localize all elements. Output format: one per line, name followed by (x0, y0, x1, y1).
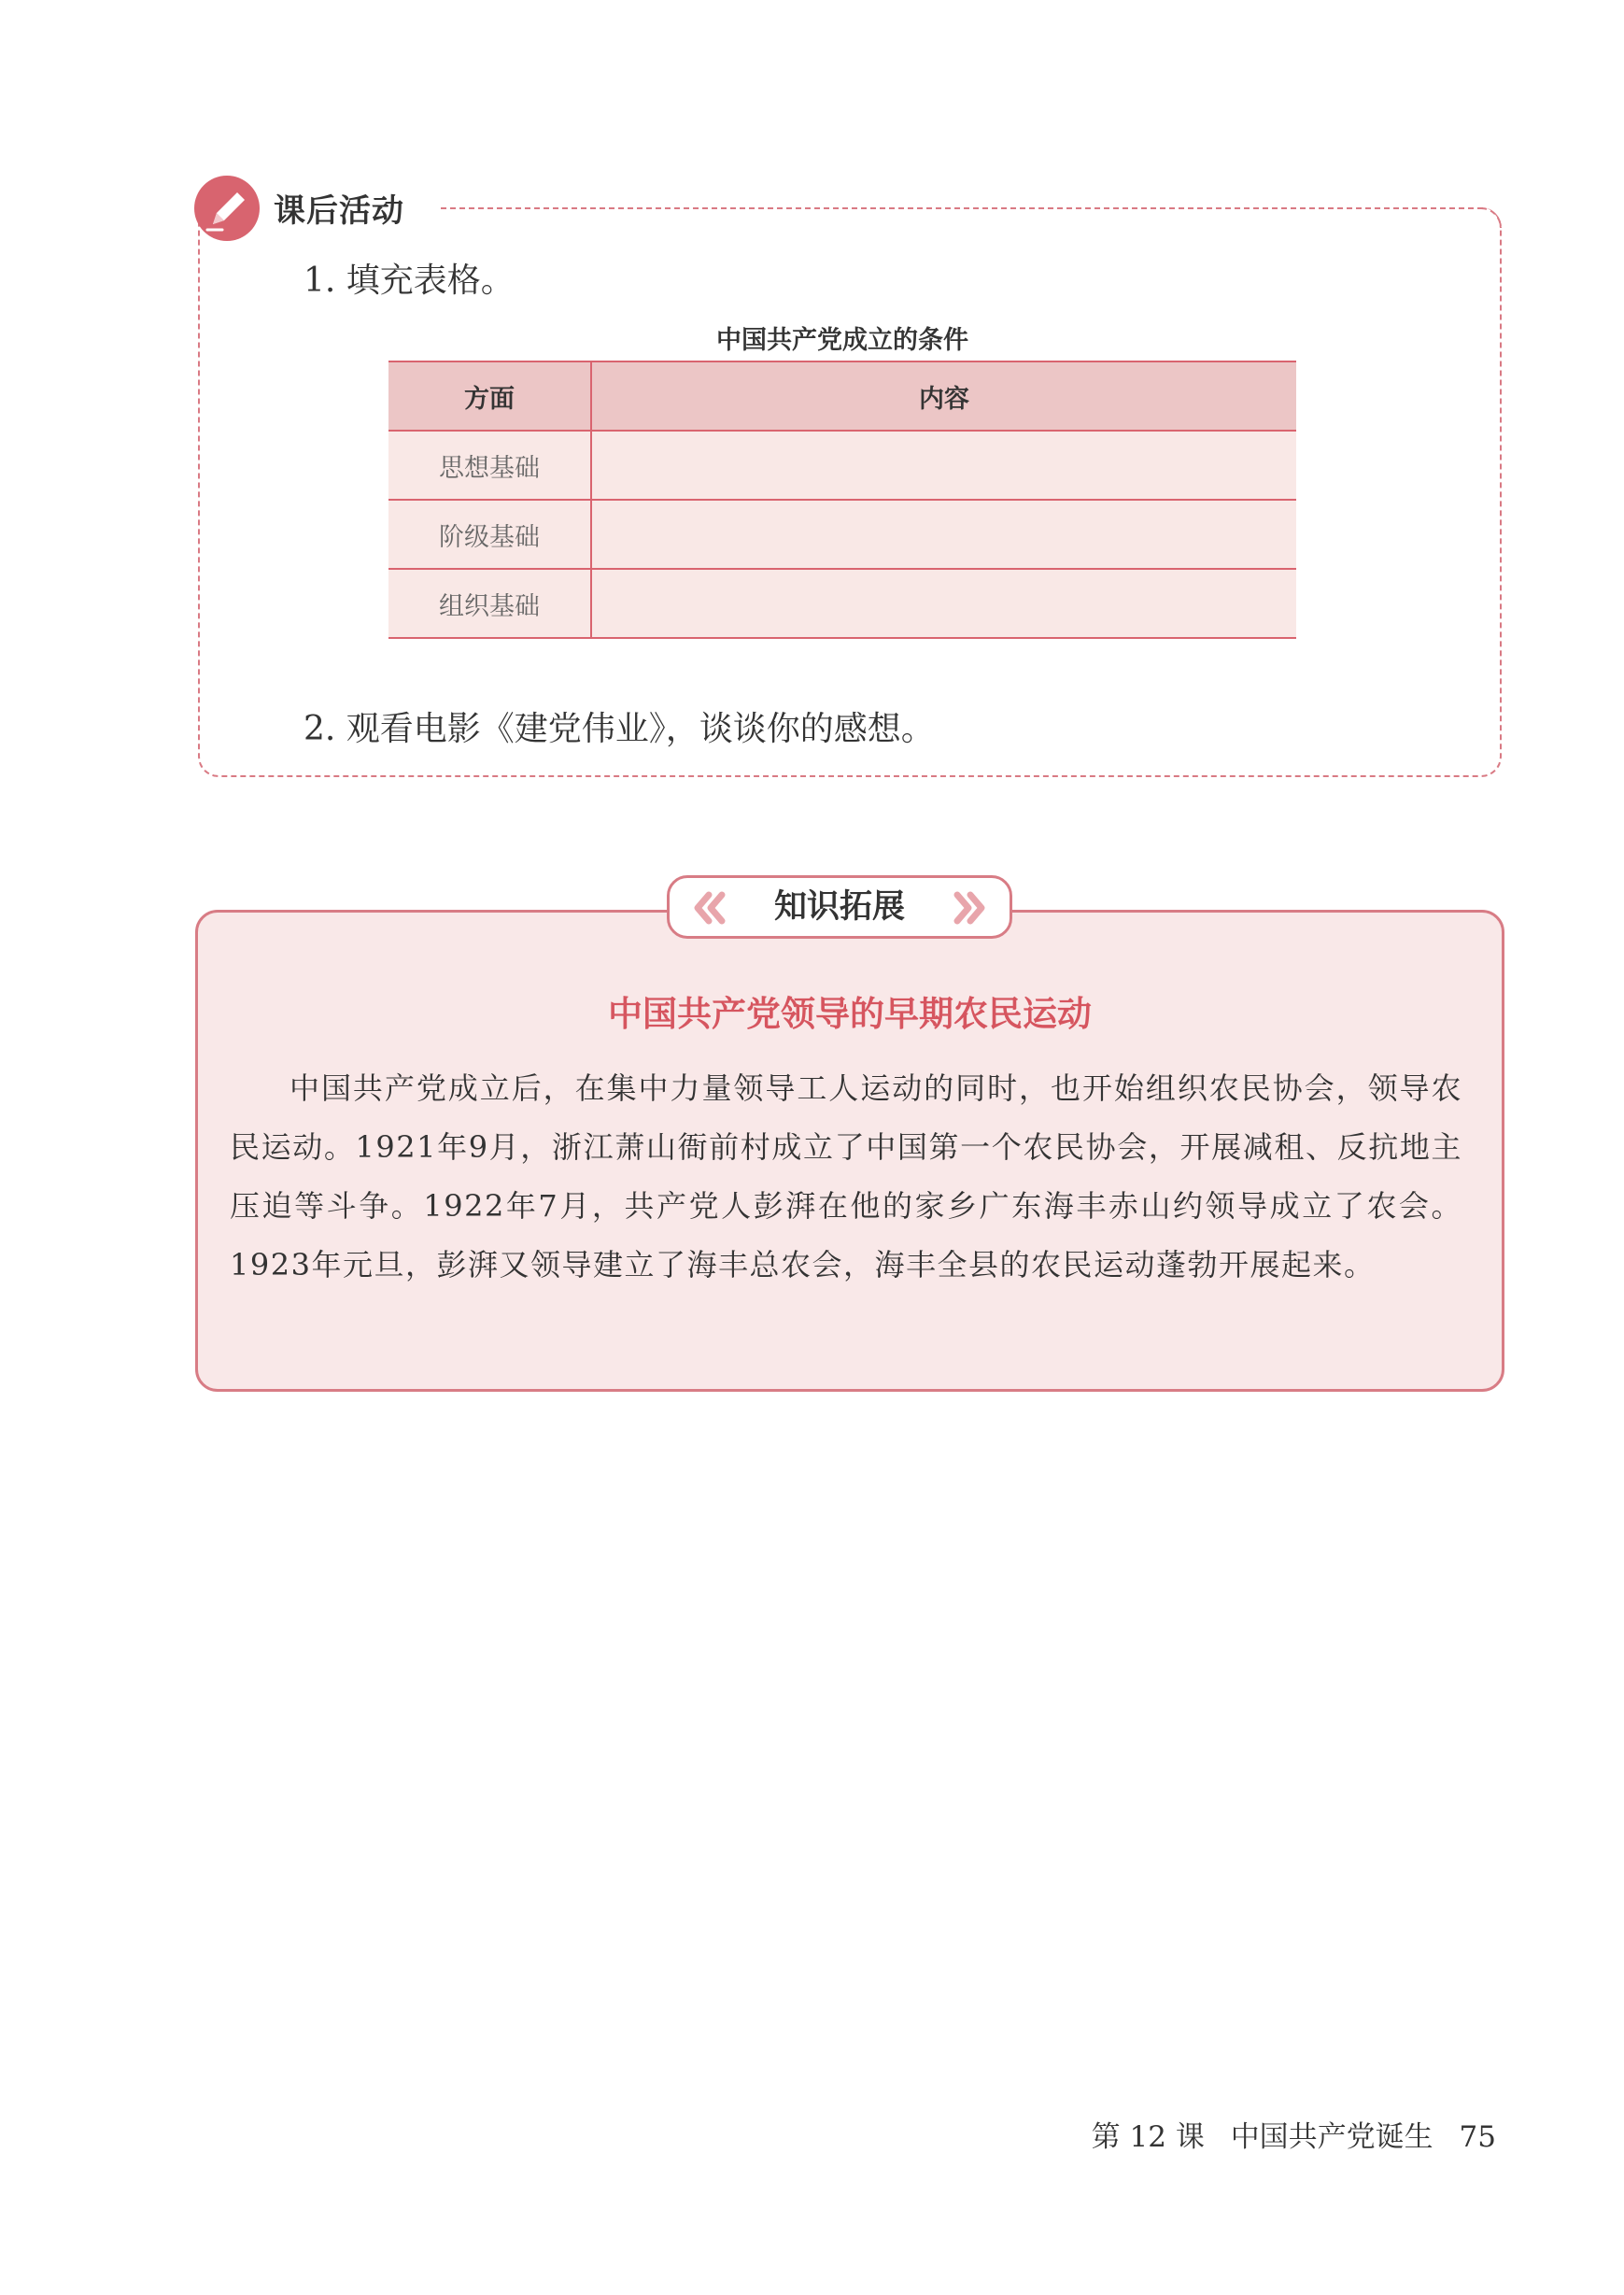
table-caption: 中国共产党成立的条件 (716, 326, 968, 355)
table-row (388, 500, 1296, 569)
table-cell-aspect: 阶级基础 (388, 500, 591, 569)
activity-top-border (441, 207, 1483, 209)
page-footer (1092, 2113, 1496, 2155)
conditions-table (388, 361, 1296, 639)
table-header-content: 内容 (591, 361, 1296, 431)
table-cell-aspect: 组织基础 (388, 569, 591, 638)
double-chevron-right-icon (950, 891, 987, 925)
footer-lesson-title: 中国共产党诞生 (1230, 2120, 1433, 2154)
footer-lesson: 第 12 课 (1091, 2120, 1205, 2154)
page-number: 75 (1459, 2120, 1496, 2154)
knowledge-body: 中国共产党成立后，在集中力量领导工人运动的同时，也开始组织农民协会，领导农民运动。1921年9月，浙江萧山衙前村成立了中国第一个农民协会，开展减租、反抗地主压迫等斗争。1922年7月，共产党人彭湃在他的家乡广东海丰赤山约领导成立了农会。1923年元旦，彭湃又领导建立了海丰总农会，海丰全县的农民运动蓬勃开展起来。 (230, 1070, 1462, 1282)
knowledge-tab-label: 知识拓展 (773, 888, 905, 926)
table-cell-content[interactable] (591, 569, 1296, 638)
knowledge-heading: 中国共产党领导的早期农民运动 (608, 993, 1092, 1034)
activity-item-2: 2. 观看电影《建党伟业》，谈谈你的感想。 (304, 710, 935, 748)
knowledge-tab (667, 875, 1012, 939)
table-cell-content[interactable] (591, 431, 1296, 500)
table-row (388, 431, 1296, 500)
activity-top-right-corner (1481, 207, 1502, 228)
activity-title: 课后活动 (274, 192, 404, 230)
activity-item-1: 1. 填充表格。 (304, 262, 515, 300)
table-header-row (388, 361, 1296, 431)
pencil-icon (194, 176, 260, 241)
table-cell-content[interactable] (591, 500, 1296, 569)
table-header-aspect: 方面 (388, 361, 591, 431)
table-row (388, 569, 1296, 638)
table-cell-aspect: 思想基础 (388, 431, 591, 500)
